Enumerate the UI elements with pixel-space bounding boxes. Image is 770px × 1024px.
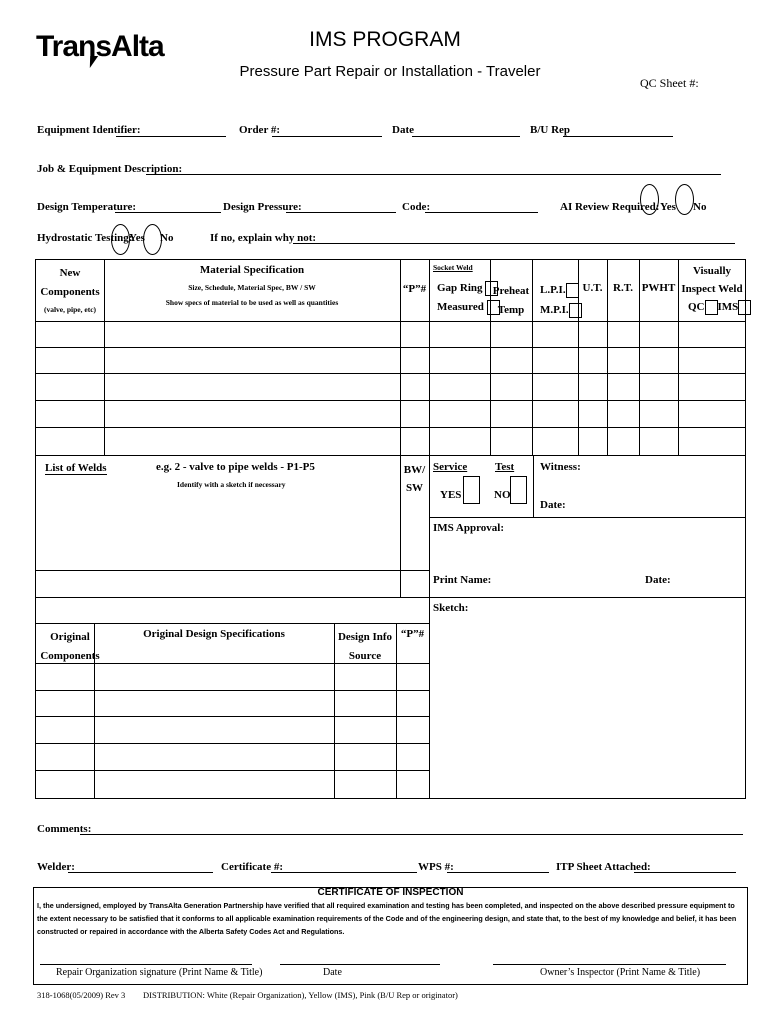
socket-weld-header: Socket Weld (433, 263, 473, 272)
rt-header: R.T. (613, 282, 633, 294)
hydrostatic-yes-radio[interactable] (111, 224, 130, 255)
list-of-welds-header: List of Welds (45, 462, 107, 474)
new-components-header: New Components (40, 267, 100, 298)
visually-header: Visually Inspect Weld (681, 265, 743, 295)
repair-signature-label: Repair Organization signature (Print Name & Title) (56, 967, 263, 978)
order-label: Order #: (239, 124, 281, 136)
bw-sw-header: BW/ SW (403, 464, 426, 494)
gap-ring-header: Gap Ring (437, 281, 498, 296)
witness-date-label: Date: (540, 499, 566, 511)
witness-label: Witness: (540, 461, 581, 473)
qc-ims-header: QC IMS (688, 300, 751, 315)
transalta-logo: TransAlta (36, 30, 164, 63)
owner-signature-line[interactable] (493, 964, 726, 965)
ai-review-no-radio[interactable] (675, 184, 694, 215)
mpi-header: M.P.I. (540, 303, 582, 318)
ai-review-yes-radio[interactable] (640, 184, 659, 215)
new-components-note: (valve, pipe, etc) (43, 305, 97, 314)
material-spec-header: Material Specification (199, 264, 305, 276)
ut-header: U.T. (582, 282, 603, 294)
original-components-header: Original Components (40, 631, 100, 662)
yes-label: YES (440, 489, 462, 501)
no-checkbox[interactable] (510, 476, 527, 504)
qc-checkbox[interactable] (705, 300, 718, 315)
original-design-specs-header: Original Design Specifications (143, 628, 285, 640)
qc-sheet-label: QC Sheet #: (640, 76, 699, 90)
itp-field[interactable] (634, 872, 736, 873)
original-p-number-header: “P”# (400, 628, 425, 640)
form-number: 318-1068(05/2009) Rev 3 (37, 990, 126, 1000)
preheat-header: Preheat Temp (492, 285, 530, 316)
approval-date-label: Date: (645, 574, 671, 586)
ai-review-label: AI Review Required: (560, 201, 660, 213)
no-label: NO (494, 489, 511, 501)
design-temperature-field[interactable] (115, 212, 221, 213)
design-pressure-field[interactable] (286, 212, 396, 213)
p-number-header: “P”# (402, 283, 427, 295)
sketch-label: Sketch: (433, 602, 469, 614)
page-title: IMS PROGRAM (309, 28, 461, 51)
design-pressure-label: Design Pressure: (223, 201, 302, 213)
distribution-note: DISTRIBUTION: White (Repair Organization), Yellow (IMS), Pink (B/U Rep or originator) (143, 990, 458, 1000)
itp-label: ITP Sheet Attached: (556, 861, 651, 873)
test-header: Test (495, 461, 515, 473)
code-label: Code: (402, 201, 431, 213)
bu-rep-label: B/U Rep (530, 124, 571, 136)
wps-field[interactable] (447, 872, 549, 873)
date-label: Date (392, 124, 414, 136)
welder-label: Welder: (37, 861, 75, 873)
if-no-explain-field[interactable] (293, 243, 735, 244)
ims-approval-label: IMS Approval: (433, 522, 505, 534)
material-spec-note2: Show specs of material to be used as well as quantities (165, 298, 339, 307)
comments-label: Comments: (37, 823, 92, 835)
print-name-label: Print Name: (433, 574, 492, 586)
date-signature-label: Date (323, 967, 342, 978)
design-temperature-label: Design Temperature: (37, 201, 137, 213)
material-spec-note1: Size, Schedule, Material Spec, BW / SW (188, 283, 316, 292)
welds-identify-note: Identify with a sketch if necessary (177, 480, 286, 489)
measured-header: Measured (437, 300, 500, 315)
bu-rep-field[interactable] (563, 136, 673, 137)
welder-field[interactable] (68, 872, 213, 873)
page-subtitle: Pressure Part Repair or Installation - Traveler (239, 63, 541, 80)
comments-field[interactable] (80, 834, 743, 835)
order-field[interactable] (272, 136, 382, 137)
wps-label: WPS #: (418, 861, 454, 873)
equipment-identifier-label: Equipment Identifier: (37, 124, 141, 136)
design-info-source-header: Design Info Source (337, 631, 393, 662)
equipment-identifier-field[interactable] (116, 136, 226, 137)
hydrostatic-no-label: No (160, 232, 174, 244)
certificate-label: Certificate #: (221, 861, 283, 873)
repair-signature-line[interactable] (40, 964, 252, 965)
ai-review-no-label: No (693, 201, 707, 213)
ai-review-yes-label: Yes (660, 201, 676, 213)
code-field[interactable] (425, 212, 538, 213)
hydrostatic-yes-label: Yes (129, 232, 145, 244)
date-field[interactable] (412, 136, 520, 137)
date-signature-line[interactable] (280, 964, 440, 965)
service-header: Service (433, 461, 468, 473)
ims-checkbox[interactable] (738, 300, 751, 315)
certificate-text: I, the undersigned, employed by TransAlta Generation Partnership have verified that all required examination and testing has been completed, and inspected on the above described pressure equipment to the extent necessary to be satisfied that it conforms to all applicable examination requirements of the Code and of the engineering design, and state that, to the best of my knowledge and belief, it has been constructed or repaired in accordance with the Alberta Safety Codes Act and Regulations. (37, 901, 737, 936)
pwht-header: PWHT (641, 282, 676, 294)
job-description-field[interactable] (146, 174, 721, 175)
welds-example: e.g. 2 - valve to pipe welds - P1-P5 (156, 461, 315, 473)
job-description-label: Job & Equipment Description: (37, 163, 183, 175)
if-no-explain-label: If no, explain why not: (210, 232, 317, 244)
lpi-checkbox[interactable] (566, 283, 579, 298)
owner-signature-label: Owner’s Inspector (Print Name & Title) (540, 967, 701, 978)
certificate-field[interactable] (271, 872, 417, 873)
certificate-title: CERTIFICATE OF INSPECTION (317, 887, 464, 898)
hydrostatic-label: Hydrostatic Testing: (37, 232, 133, 244)
lpi-header: L.P.I. (540, 283, 579, 298)
yes-checkbox[interactable] (463, 476, 480, 504)
mpi-checkbox[interactable] (569, 303, 582, 318)
